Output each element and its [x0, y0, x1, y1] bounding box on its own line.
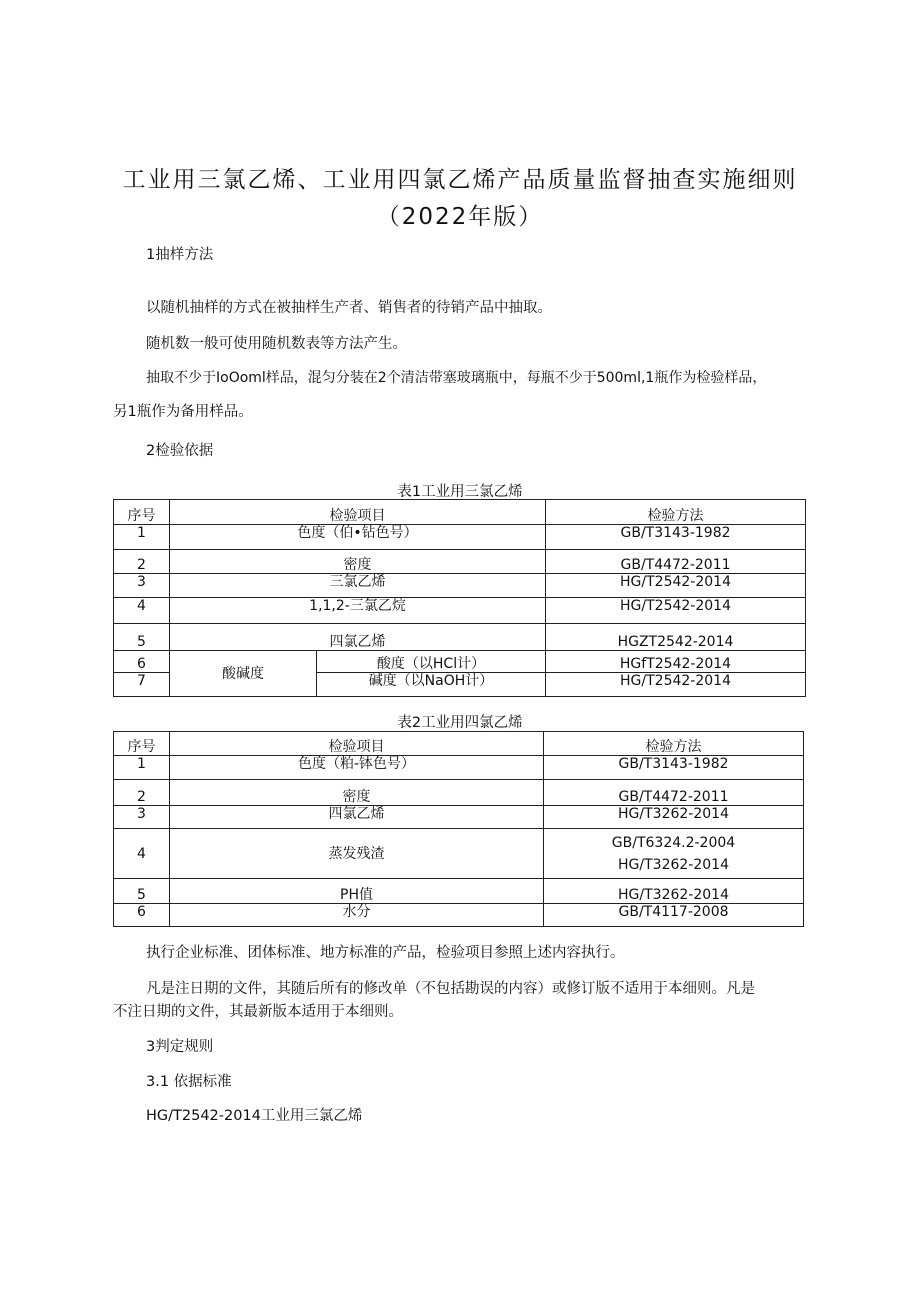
table-header-row	[114, 732, 804, 756]
cell-method: HGfT2542-2014	[546, 651, 806, 673]
standard-reference: HG/T2542-2014工业用三氯乙烯	[146, 1108, 363, 1124]
paragraph-sampling-method: 以随机抽样的方式在被抽样生产者、销售者的待销产品中抽取。	[146, 300, 552, 316]
table-row	[114, 879, 804, 904]
cell-method: GB/T4472-2011	[544, 780, 804, 806]
cell-method: GB/T4472-2011	[546, 550, 806, 574]
section-1-heading: 1抽样方法	[146, 247, 214, 263]
cell-item: 酸度（以HCl计）	[317, 651, 546, 673]
table-row	[114, 780, 804, 806]
cell-no: 1	[114, 525, 170, 550]
cell-item: 碱度（以NaOH计）	[317, 673, 546, 697]
cell-method: GB/T3143-1982	[546, 525, 806, 550]
cell-no: 3	[114, 574, 170, 598]
header-item: 检验项目	[170, 500, 546, 525]
cell-item: 水分	[170, 904, 544, 927]
document-title: 工业用三氯乙烯、工业用四氯乙烯产品质量监督抽查实施细则	[122, 167, 798, 193]
paragraph-dated-documents-cont: 不注日期的文件，其最新版本适用于本细则。	[113, 1004, 403, 1020]
cell-item: 蒸发残渣	[170, 829, 544, 879]
cell-no: 6	[114, 651, 170, 673]
paragraph-dated-documents: 凡是注日期的文件，其随后所有的修改单（不包括勘误的内容）或修订版不适用于本细则。凡是	[146, 981, 755, 997]
header-no: 序号	[114, 732, 170, 756]
header-item: 检验项目	[170, 732, 544, 756]
table-row	[114, 574, 806, 598]
section-2-heading: 2检验依据	[146, 443, 214, 459]
paragraph-other-standards: 执行企业标准、团体标准、地方标准的产品，检验项目参照上述内容执行。	[146, 945, 625, 961]
document-title-year: （2022年版）	[376, 204, 544, 230]
cell-no: 5	[114, 879, 170, 904]
cell-no: 1	[114, 756, 170, 780]
cell-item: 密度	[170, 550, 546, 574]
cell-no: 5	[114, 624, 170, 651]
header-method: 检验方法	[544, 732, 804, 756]
cell-item: 四氯乙烯	[170, 806, 544, 829]
table-1	[113, 499, 806, 697]
cell-method: HG/T2542-2014	[546, 598, 806, 624]
cell-item: PH值	[170, 879, 544, 904]
cell-no: 4	[114, 598, 170, 624]
cell-item: 色度（伯•钻色号）	[170, 525, 546, 550]
cell-method: HG/T2542-2014	[546, 574, 806, 598]
table-2	[113, 731, 804, 927]
table-row	[114, 651, 806, 673]
table-row	[114, 550, 806, 574]
table-1-caption: 表1工业用三氯乙烯	[397, 484, 523, 500]
paragraph-sample-amount: 抽取不少于IoOoml样品，混匀分装在2个清洁带塞玻璃瓶中，每瓶不少于500ml,1瓶作为检验样品，	[146, 370, 767, 386]
cell-no: 4	[114, 829, 170, 879]
cell-item: 1,1,2-三氯乙烷	[170, 598, 546, 624]
header-method: 检验方法	[546, 500, 806, 525]
table-2-caption: 表2工业用四氯乙烯	[397, 715, 523, 731]
cell-method: GB/T3143-1982	[544, 756, 804, 780]
cell-method: HG/T3262-2014	[544, 806, 804, 829]
table-header-row	[114, 500, 806, 525]
table-row	[114, 598, 806, 624]
cell-method: GB/T4117-2008	[544, 904, 804, 927]
cell-method: HG/T3262-2014	[544, 879, 804, 904]
cell-no: 7	[114, 673, 170, 697]
header-no: 序号	[114, 500, 170, 525]
table-row	[114, 806, 804, 829]
cell-no: 2	[114, 550, 170, 574]
cell-item: 三氯乙烯	[170, 574, 546, 598]
section-3-heading: 3判定规则	[146, 1039, 214, 1055]
cell-method-line-2: HG/T3262-2014	[618, 856, 729, 873]
cell-method	[544, 829, 804, 879]
cell-item: 四氯乙烯	[170, 624, 546, 651]
cell-method: HG/T2542-2014	[546, 673, 806, 697]
cell-no: 3	[114, 806, 170, 829]
paragraph-sample-amount-cont: 另1瓶作为备用样品。	[113, 404, 253, 420]
subsection-3-1-heading: 3.1 依据标准	[146, 1074, 232, 1090]
table-row	[114, 904, 804, 927]
cell-no: 6	[114, 904, 170, 927]
table-row	[114, 525, 806, 550]
table-row	[114, 756, 804, 780]
cell-no: 2	[114, 780, 170, 806]
cell-group-label: 酸碱度	[170, 651, 317, 697]
cell-method: HGZT2542-2014	[546, 624, 806, 651]
cell-item: 色度（粕-钵色号）	[170, 756, 544, 780]
table-row	[114, 624, 806, 651]
cell-item: 密度	[170, 780, 544, 806]
paragraph-random-number: 随机数一般可使用随机数表等方法产生。	[146, 336, 407, 352]
table-row	[114, 829, 804, 879]
cell-method-line-1: GB/T6324.2-2004	[611, 834, 736, 851]
